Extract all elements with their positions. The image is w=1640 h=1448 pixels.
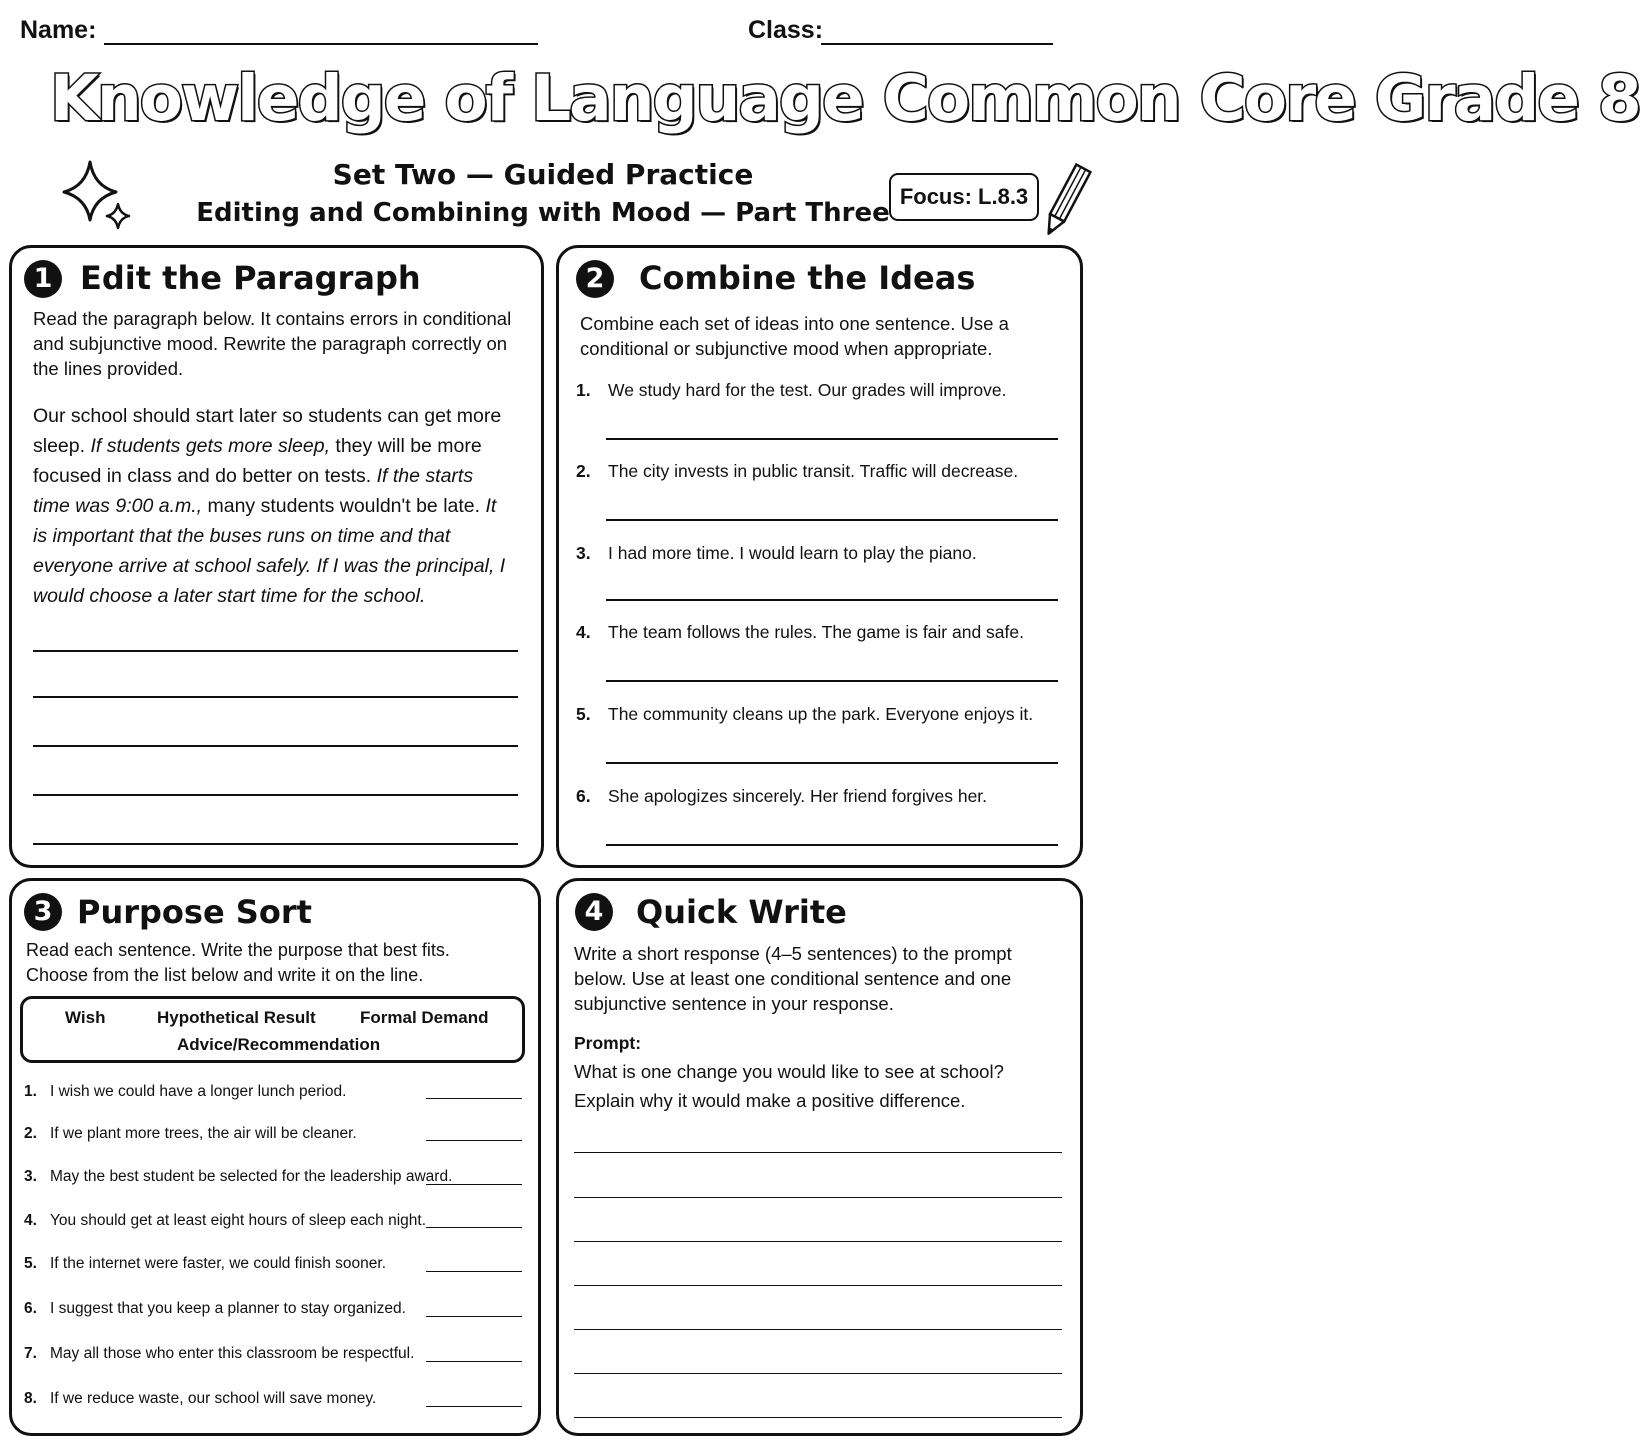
rewrite-line[interactable] (33, 745, 518, 747)
pencil-icon (1046, 160, 1086, 242)
sort-item: 8. If we reduce waste, our school will save money. (24, 1390, 377, 1407)
purpose-answer-line[interactable] (426, 1316, 522, 1317)
sort-item: 1. I wish we could have a longer lunch period. (24, 1083, 347, 1100)
word-bank-item: Hypothetical Result (157, 1008, 316, 1027)
rewrite-line[interactable] (33, 843, 518, 845)
title-banner (0, 60, 1640, 140)
paragraph-text: many students wouldn't be late. (202, 495, 486, 517)
combine-item: 2. The city invests in public transit. Traffic will decrease. (576, 461, 1019, 481)
paragraph-to-edit (33, 401, 513, 611)
answer-line[interactable] (606, 438, 1058, 440)
rewrite-line[interactable] (33, 696, 518, 698)
answer-line[interactable] (606, 680, 1058, 682)
response-line[interactable] (574, 1373, 1062, 1374)
section-3-instructions: Read each sentence. Write the purpose that best fits. Choose from the list below and write it on the line. (26, 940, 450, 985)
combine-item: 1. We study hard for the test. Our grades will improve. (576, 380, 1007, 400)
error-sentence: It is important that the buses runs on time and that everyone arrive at school safely. (33, 495, 497, 577)
sort-item: 5. If the internet were faster, we could finish sooner. (24, 1255, 387, 1272)
section-4-number: 4 (575, 893, 613, 931)
combine-item: 3. I had more time. I would learn to play the piano. (576, 543, 977, 563)
class-label: Class: (748, 16, 824, 44)
word-bank-item: Advice/Recommendation (177, 1035, 381, 1054)
error-sentence: If students gets more sleep, (90, 435, 330, 457)
set-title: Set Two — Guided Practice (332, 158, 754, 191)
answer-line[interactable] (606, 762, 1058, 764)
section-4-instructions: Write a short response (4–5 sentences) to the prompt below. Use at least one conditional sentence and one subjunctive sentence in your response. (574, 943, 1012, 1014)
error-sentence: If I was the principal, I would choose a later start time for the school. (33, 555, 506, 607)
purpose-answer-line[interactable] (426, 1271, 522, 1272)
response-line[interactable] (574, 1285, 1062, 1286)
purpose-answer-line[interactable] (426, 1184, 522, 1185)
answer-line[interactable] (606, 844, 1058, 846)
focus-badge: Focus: L.8.3 (889, 173, 1039, 221)
sort-item: 3. May the best student be selected for the leadership award. (24, 1168, 453, 1185)
response-line[interactable] (574, 1329, 1062, 1330)
rewrite-line[interactable] (33, 650, 518, 652)
section-1-title: Edit the Paragraph (80, 259, 421, 297)
class-input-line[interactable] (821, 43, 1053, 45)
prompt-line-1: What is one change you would like to see at school? (574, 1061, 1004, 1082)
section-3-number: 3 (24, 893, 62, 931)
response-line[interactable] (574, 1152, 1062, 1153)
prompt-line-2: Explain why it would make a positive difference. (574, 1090, 966, 1111)
purpose-answer-line[interactable] (426, 1227, 522, 1228)
combine-item: 5. The community cleans up the park. Everyone enjoys it. (576, 704, 1034, 724)
answer-line[interactable] (606, 519, 1058, 521)
response-line[interactable] (574, 1417, 1062, 1418)
paragraph-text: Our school should start later so students can get more sleep. (33, 405, 502, 457)
section-2-title: Combine the Ideas (639, 259, 976, 297)
name-label: Name: (20, 16, 97, 44)
set-subtitle: Editing and Combining with Mood — Part Three (196, 198, 890, 228)
section-2-instructions: Combine each set of ideas into one sentence. Use a conditional or subjunctive mood when appropriate. (580, 313, 1009, 359)
section-1-instructions: Read the paragraph below. It contains errors in conditional and subjunctive mood. Rewrite the paragraph correctly on the lines provided. (33, 308, 512, 379)
response-line[interactable] (574, 1197, 1062, 1198)
section-1-number: 1 (24, 260, 62, 298)
section-2-number: 2 (576, 260, 614, 298)
purpose-answer-line[interactable] (426, 1140, 522, 1141)
sort-item: 2. If we plant more trees, the air will be cleaner. (24, 1125, 357, 1142)
banner-title: Knowledge of Language Common Core Grade 8 (50, 62, 1640, 135)
word-bank-item: Wish (65, 1008, 106, 1027)
sort-item: 6. I suggest that you keep a planner to stay organized. (24, 1300, 406, 1317)
response-line[interactable] (574, 1241, 1062, 1242)
word-bank-item: Formal Demand (360, 1008, 489, 1027)
paragraph-text: they will be more focused in class and do better on tests. (33, 435, 482, 487)
name-input-line[interactable] (104, 43, 538, 45)
purpose-answer-line[interactable] (426, 1406, 522, 1407)
section-4-title: Quick Write (636, 893, 847, 931)
error-sentence: If the starts time was 9:00 a.m., (33, 465, 474, 517)
combine-item: 6. She apologizes sincerely. Her friend forgives her. (576, 786, 988, 806)
prompt-label: Prompt: (574, 1033, 642, 1053)
rewrite-line[interactable] (33, 794, 518, 796)
answer-line[interactable] (606, 599, 1058, 601)
combine-item: 4. The team follows the rules. The game is fair and safe. (576, 622, 1024, 642)
section-3-title: Purpose Sort (77, 893, 312, 931)
sort-item: 7. May all those who enter this classroom be respectful. (24, 1345, 415, 1362)
sort-item: 4. You should get at least eight hours of sleep each night. (24, 1212, 427, 1229)
purpose-answer-line[interactable] (426, 1361, 522, 1362)
purpose-answer-line[interactable] (426, 1098, 522, 1099)
